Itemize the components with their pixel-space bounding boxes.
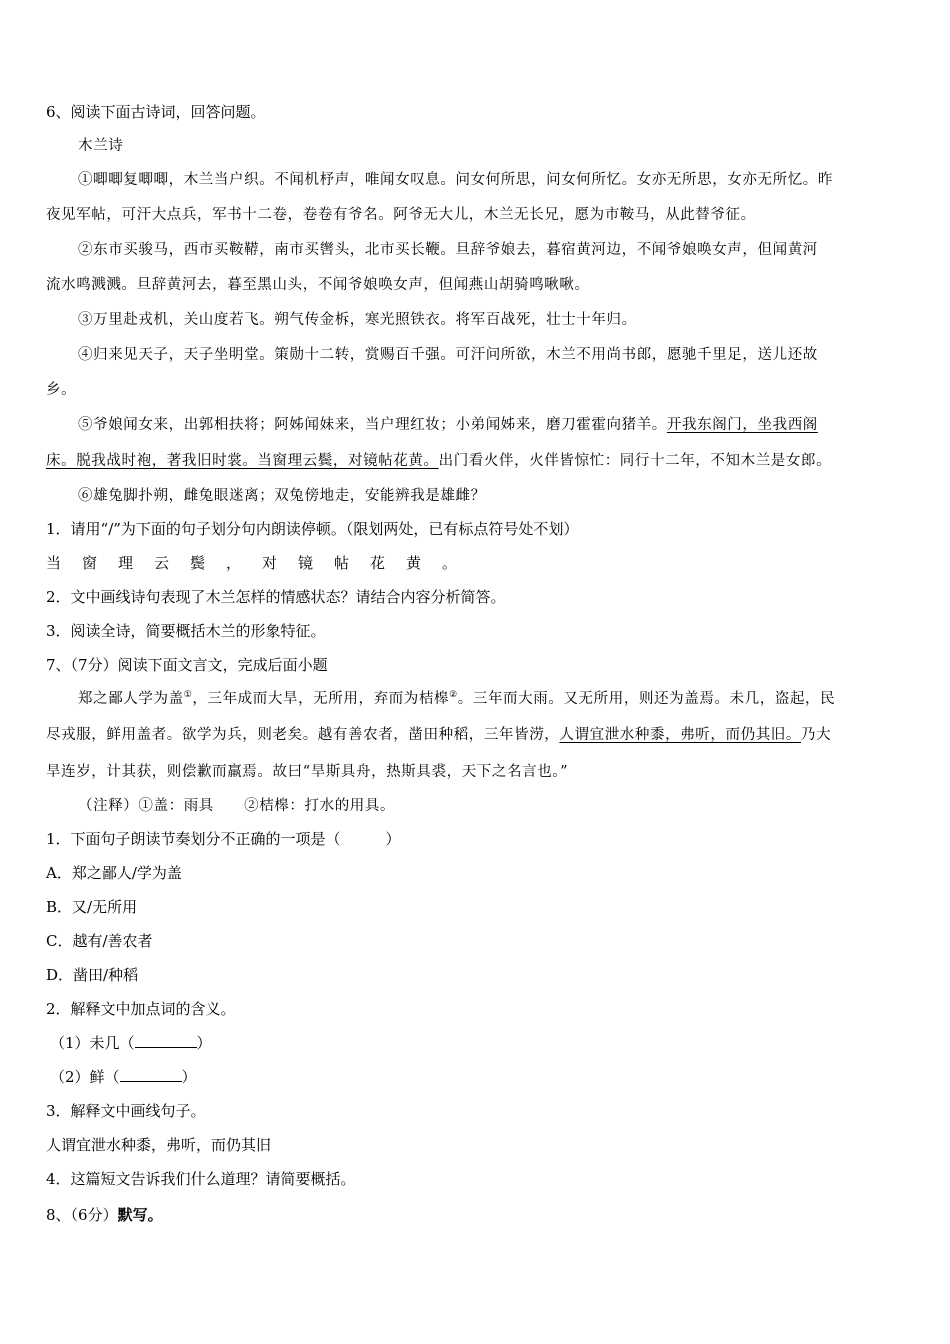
q7-sub-1: 1．下面句子朗读节奏划分不正确的一项是（ ） xyxy=(46,830,401,848)
q7-option-b: B．又/无所用 xyxy=(46,898,138,916)
footnote-mark-2: ② xyxy=(449,690,458,700)
q7-sub-2: 2．解释文中加点词的含义。 xyxy=(46,1000,236,1018)
poem-para-1: ①唧唧复唧唧，木兰当户织。不闻机杼声，唯闻女叹息。问女何所思，问女何所忆。女亦无所思，女亦无所忆。昨 xyxy=(78,172,833,188)
underlined-verse-cont: 床。脱我战时袍，著我旧时裳。当窗理云鬓，对镜帖花黄。 xyxy=(46,453,439,469)
q6-sub-1-sentence: 当窗理云鬓，对镜帖花黄。 xyxy=(46,554,479,572)
underlined-verse: 开我东阁门，坐我西阁 xyxy=(666,417,818,433)
poem-para-4: ④归来见天子，天子坐明堂。策勋十二转，赏赐百千强。可汗问所欲，木兰不用尚书郎，愿驰千里足，送儿还故 xyxy=(78,347,818,363)
item-1-close: ） xyxy=(196,1034,212,1052)
item-2-close: ） xyxy=(181,1068,197,1086)
q7-sub-4: 4．这篇短文告诉我们什么道理？请简要概括。 xyxy=(46,1170,356,1188)
poem-para-1-cont: 夜见军帖，可汗大点兵，军书十二卷，卷卷有爷名。阿爷无大儿，木兰无长兄，愿为市鞍马，从此替爷征。 xyxy=(46,207,756,223)
underlined-sentence: 人谓宜泄水种黍，弗听，而仍其旧。 xyxy=(559,727,802,743)
q7-text-1c: 。三年而大雨。又无所用，则还为盖焉。未几，盗起，民 xyxy=(457,691,836,707)
poem-para-6: ⑥雄兔脚扑朔，雌兔眼迷离；双兔傍地走，安能辨我是雄雌？ xyxy=(78,488,486,504)
q7-header: 7、（7分）阅读下面文言文，完成后面小题 xyxy=(46,656,328,674)
answer-blank-1 xyxy=(135,1033,197,1048)
poem-para-2-cont: 流水鸣溅溅。旦辞黄河去，暮至黑山头，不闻爷娘唤女声，但闻燕山胡骑鸣啾啾。 xyxy=(46,277,590,293)
q7-option-a: A．郑之鄙人/学为盖 xyxy=(46,864,182,882)
q6-sub-3: 3．阅读全诗，简要概括木兰的形象特征。 xyxy=(46,622,326,640)
q7-text-2 xyxy=(46,725,906,745)
q7-sub-2-item-2 xyxy=(50,1067,910,1087)
q7-note: （注释）①盖：雨具 ②桔槔：打水的用具。 xyxy=(78,798,396,814)
q7-text-3: 旱连岁，计其获，则偿歉而羸焉。故曰“旱斯具舟，热斯具裘，天下之名言也。” xyxy=(46,764,569,780)
poem-para-5 xyxy=(78,415,938,435)
poem-para-5-tail: 出门看火伴，火伴皆惊忙：同行十二年，不知木兰是女郎。 xyxy=(438,453,832,469)
q6-header: 6、阅读下面古诗词，回答问题。 xyxy=(46,103,266,121)
poem-title: 木兰诗 xyxy=(78,138,124,154)
q7-option-c: C．越有/善农者 xyxy=(46,932,153,950)
item-2-label: （2）鲜（ xyxy=(50,1068,120,1086)
q6-sub-1: 1．请用“/”为下面的句子划分句内朗读停顿。（限划两处，已有标点符号处不划） xyxy=(46,520,579,538)
poem-para-5-cont xyxy=(46,451,906,471)
q7-text-2a: 尽戎服，鲜用盖者。欲学为兵，则老矣。越有善农者，凿田种稻，三年皆涝， xyxy=(46,727,560,743)
q7-sub-2-item-1 xyxy=(50,1033,910,1053)
poem-para-4-cont: 乡。 xyxy=(46,382,77,398)
q7-sub-3-sentence: 人谓宜泄水种黍，弗听，而仍其旧 xyxy=(46,1136,272,1154)
item-1-label: （1）未几（ xyxy=(50,1034,135,1052)
q8-title: 默写。 xyxy=(117,1206,163,1224)
q7-text-1b: ，三年成而大旱，无所用，弃而为桔槔 xyxy=(192,691,450,707)
q7-sub-3: 3．解释文中画线句子。 xyxy=(46,1102,206,1120)
q7-text-1a: 郑之鄙人学为盖 xyxy=(78,691,184,707)
footnote-mark-1: ① xyxy=(183,690,193,700)
q6-sub-2: 2．文中画线诗句表现了木兰怎样的情感状态？请结合内容分析简答。 xyxy=(46,588,506,606)
q8-header xyxy=(46,1205,906,1225)
q7-text-2b: 乃大 xyxy=(801,727,832,743)
q7-option-d: D．凿田/种稻 xyxy=(46,966,139,984)
poem-para-3: ③万里赴戎机，关山度若飞。朔气传金柝，寒光照铁衣。将军百战死，壮士十年归。 xyxy=(78,312,637,328)
poem-para-5-text: ⑤爷娘闻女来，出郭相扶将；阿姊闻妹来，当户理红妆；小弟闻姊来，磨刀霍霍向猪羊。 xyxy=(78,417,667,433)
q7-text-1 xyxy=(78,689,938,709)
q8-number: 8、（6分） xyxy=(46,1206,118,1224)
answer-blank-2 xyxy=(120,1067,182,1082)
poem-para-2: ②东市买骏马，西市买鞍鞯，南市买辔头，北市买长鞭。旦辞爷娘去，暮宿黄河边，不闻爷娘唤女声，但闻黄河 xyxy=(78,242,818,258)
